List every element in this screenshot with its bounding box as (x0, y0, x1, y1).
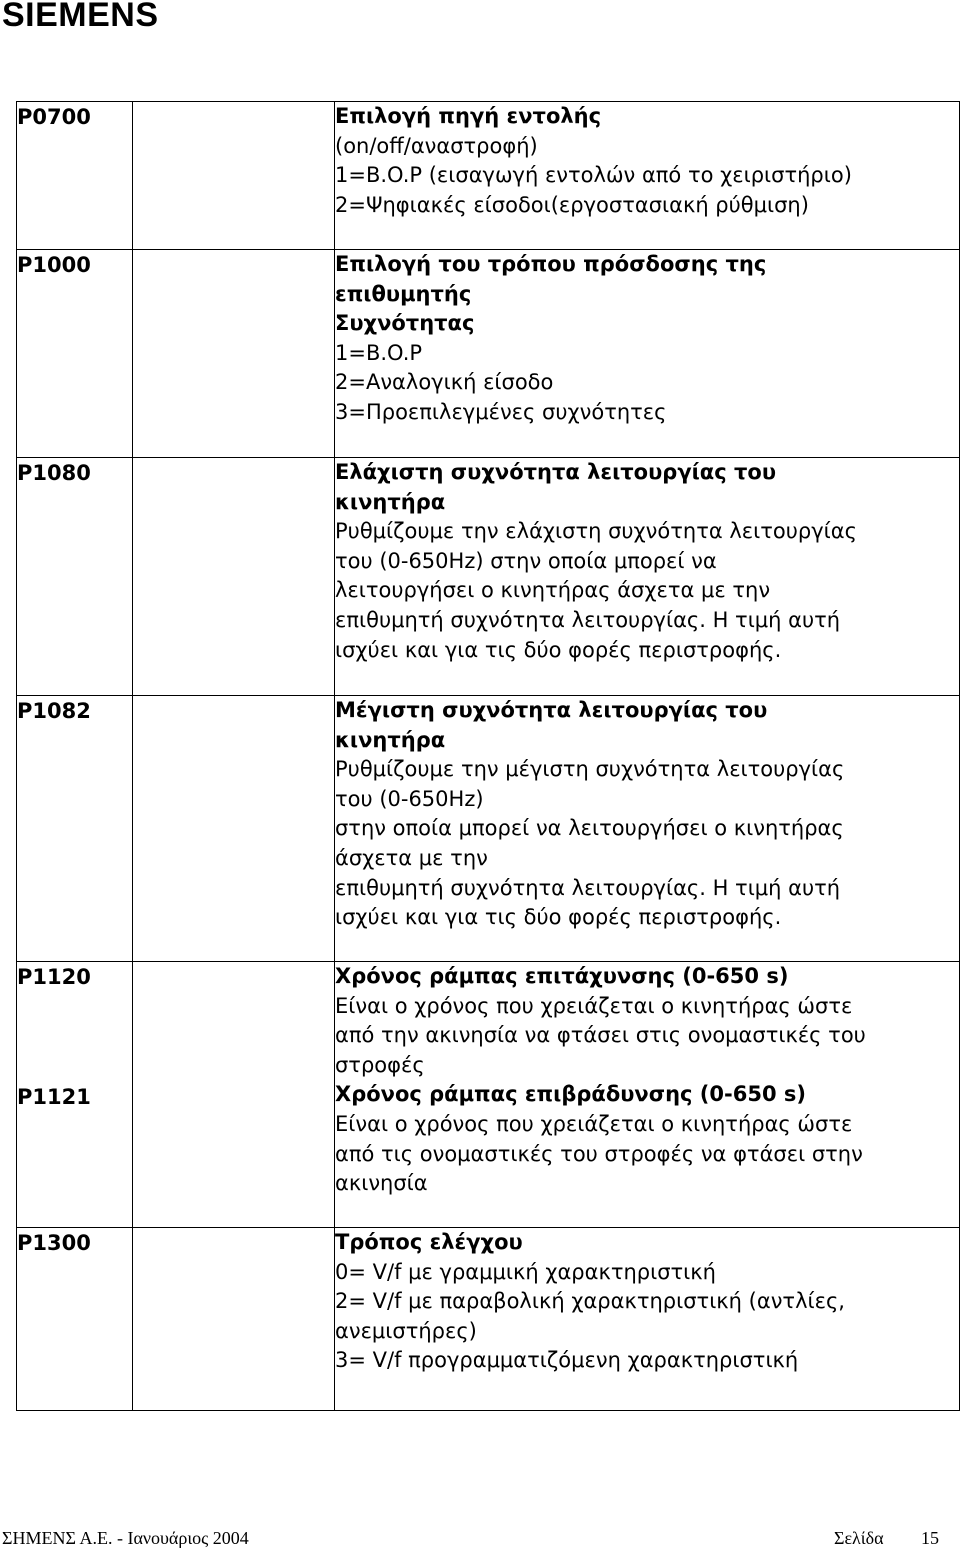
parameter-description (335, 962, 960, 1228)
footer-left: ΣΗΜΕΝΣ Α.Ε. - Ιανουάριος 2004 (2, 1528, 249, 1548)
description-line: του (0-650Hz) στην οποία μπορεί να (335, 548, 717, 573)
brand-logo: SIEMENS (2, 0, 159, 34)
description-line: του (0-650Hz) (335, 786, 484, 811)
empty-cell (133, 102, 335, 250)
empty-cell (133, 250, 335, 458)
parameter-code: P1300 (17, 1231, 91, 1255)
empty-cell (133, 696, 335, 962)
description-line: (on/off/αναστροφή) (335, 133, 538, 158)
parameter-code (17, 1022, 132, 1052)
description-line: Είναι ο χρόνος που χρειάζεται ο κινητήρας ώστε (335, 993, 853, 1018)
description-line: Ρυθμίζουμε την ελάχιστη συχνότητα λειτουργίας (335, 519, 857, 544)
description-line: 2=Αναλογική είσοδο (335, 370, 554, 395)
parameter-code-cell (17, 250, 133, 458)
description-line: λειτουργήσει ο κινητήρας άσχετα με την (335, 578, 771, 603)
description-line: 1=B.O.P (εισαγωγή εντολών από το χειριστήριο) (335, 163, 852, 188)
empty-cell (133, 1228, 335, 1411)
parameter-title: Χρόνος ράμπας επιβράδυνσης (0-650 s) (335, 1082, 806, 1107)
description-line: άσχετα με την (335, 845, 488, 870)
parameter-row (17, 102, 960, 250)
parameter-code-cell (17, 696, 133, 962)
parameter-title: κινητήρα (335, 489, 446, 514)
description-line: από την ακινησία να φτάσει στις ονομαστικές του (335, 1023, 866, 1048)
parameter-code (17, 1052, 132, 1082)
description-line: στροφές (335, 1052, 425, 1077)
parameter-title: Μέγιστη συχνότητα λειτουργίας του (335, 698, 768, 722)
description-line: 3= V/f προγραμματιζόμενη χαρακτηριστική (335, 1348, 799, 1373)
parameter-title: επιθυμητής (335, 281, 472, 306)
parameter-table (16, 101, 960, 1411)
parameter-code: P1120 (17, 965, 91, 989)
description-line: στην οποία μπορεί να λειτουργήσει ο κινητήρας (335, 816, 844, 841)
description-line: 0= V/f με γραμμική χαρακτηριστική (335, 1259, 716, 1284)
description-line: 3=Προεπιλεγμένες συχνότητες (335, 399, 667, 424)
description-line: επιθυμητή συχνότητα λειτουργίας. Η τιμή αυτή (335, 875, 841, 900)
description-line: 1=B.O.P (335, 340, 423, 365)
parameter-code-cell (17, 1228, 133, 1411)
parameter-code (17, 992, 132, 1022)
empty-cell (133, 458, 335, 696)
parameter-row (17, 250, 960, 458)
parameter-title: Ελάχιστη συχνότητα λειτουργίας του (335, 460, 776, 484)
parameter-title: Συχνότητας (335, 311, 475, 336)
description-line: από τις ονομαστικές του στροφές να φτάσει στην (335, 1141, 863, 1166)
parameter-code: P1082 (17, 699, 91, 723)
description-line: 2= V/f με παραβολική χαρακτηριστική (αντλίες, (335, 1289, 845, 1314)
parameter-code: P1000 (17, 253, 91, 277)
parameter-title: κινητήρα (335, 727, 446, 752)
parameter-row (17, 1228, 960, 1411)
description-line: ισχύει και για τις δύο φορές περιστροφής. (335, 905, 782, 930)
footer-page-number: 15 (921, 1528, 939, 1548)
parameter-code-cell (17, 102, 133, 250)
parameter-description (335, 1228, 960, 1411)
parameter-code: P1121 (17, 1085, 91, 1109)
empty-cell (133, 962, 335, 1228)
parameter-description (335, 696, 960, 962)
parameter-title: Επιλογή του τρόπου πρόσδοσης της (335, 252, 767, 276)
parameter-title: Χρόνος ράμπας επιτάχυνσης (0-650 s) (335, 964, 789, 988)
parameter-code: P1080 (17, 461, 91, 485)
parameter-row (17, 458, 960, 696)
parameter-row (17, 962, 960, 1228)
parameter-description (335, 458, 960, 696)
parameter-title: Επιλογή πηγή εντολής (335, 104, 602, 128)
parameter-description (335, 102, 960, 250)
parameter-code-cell (17, 458, 133, 696)
description-line: 2=Ψηφιακές είσοδοι(εργοστασιακή ρύθμιση) (335, 192, 809, 217)
description-line: ισχύει και για τις δύο φορές περιστροφής. (335, 637, 782, 662)
footer-page-label: Σελίδα (834, 1528, 884, 1548)
parameter-code-cell (17, 962, 133, 1228)
parameter-row (17, 696, 960, 962)
description-line: ανεμιστήρες) (335, 1318, 477, 1343)
parameter-code: P0700 (17, 105, 91, 129)
description-line: επιθυμητή συχνότητα λειτουργίας. Η τιμή αυτή (335, 607, 841, 632)
description-line: Ρυθμίζουμε την μέγιστη συχνότητα λειτουργίας (335, 757, 845, 782)
parameter-title: Τρόπος ελέγχου (335, 1230, 523, 1254)
parameter-description (335, 250, 960, 458)
description-line: Είναι ο χρόνος που χρειάζεται ο κινητήρας ώστε (335, 1111, 853, 1136)
description-line: ακινησία (335, 1171, 428, 1196)
